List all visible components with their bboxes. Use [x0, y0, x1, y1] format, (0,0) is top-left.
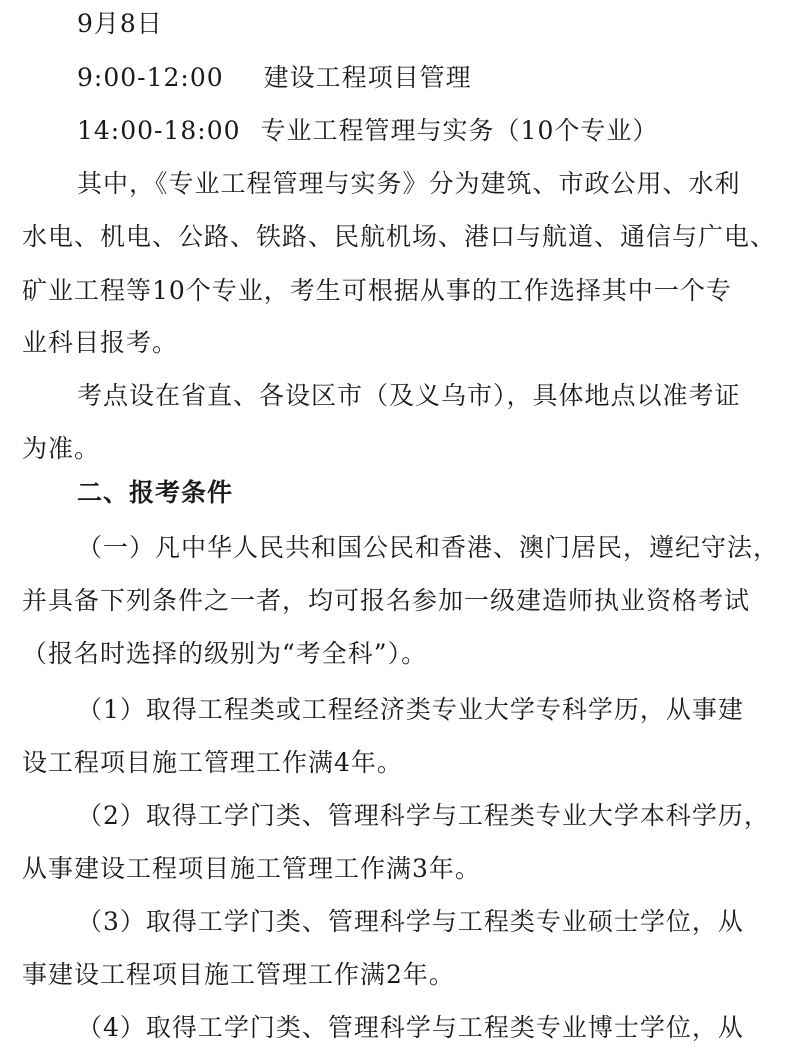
paragraph-line: 考点设在省直、各设区市（及义乌市），具体地点以准考证 — [77, 381, 741, 410]
paragraph-line: （2）取得工学门类、管理科学与工程类专业大学本科学历， — [77, 801, 770, 830]
paragraph-line: （4）取得工学门类、管理科学与工程类专业博士学位，从 — [77, 1013, 744, 1042]
schedule-session-morning — [77, 62, 472, 94]
paragraph-line: （一）凡中华人民共和国公民和香港、澳门居民，遵纪守法， — [77, 533, 780, 562]
paragraph-line: （3）取得工学门类、管理科学与工程类专业硕士学位，从 — [77, 907, 744, 936]
paragraph-line: 其中，《专业工程管理与实务》分为建筑、市政公用、水利 — [77, 169, 741, 198]
schedule-session-afternoon — [77, 115, 658, 147]
paragraph-line: （报名时选择的级别为“考全科”）。 — [22, 639, 428, 668]
session-subject: 专业工程管理与实务（10个专业） — [260, 116, 659, 145]
paragraph-line: 矿业工程等10个专业，考生可根据从事的工作选择其中一个专 — [22, 276, 732, 305]
paragraph-line: 事建设工程项目施工管理工作满2年。 — [22, 960, 455, 989]
session-subject: 建设工程项目管理 — [263, 63, 472, 92]
exam-date: 9月8日 — [77, 9, 163, 38]
paragraph-line: （1）取得工程类或工程经济类专业大学专科学历，从事建 — [77, 695, 744, 724]
paragraph-line: 业科目报考。 — [22, 328, 179, 357]
section-heading: 二、报考条件 — [77, 478, 234, 507]
paragraph-line: 为准。 — [22, 434, 101, 463]
session-time: 14:00-18:00 — [77, 116, 241, 145]
paragraph-line: 从事建设工程项目施工管理工作满3年。 — [22, 854, 481, 883]
paragraph-line: 水电、机电、公路、铁路、民航机场、港口与航道、通信与广电、 — [22, 222, 777, 251]
session-time: 9:00-12:00 — [77, 63, 224, 92]
paragraph-line: 并具备下列条件之一者，均可报名参加一级建造师执业资格考试 — [22, 586, 751, 615]
paragraph-line: 设工程项目施工管理工作满4年。 — [22, 748, 403, 777]
